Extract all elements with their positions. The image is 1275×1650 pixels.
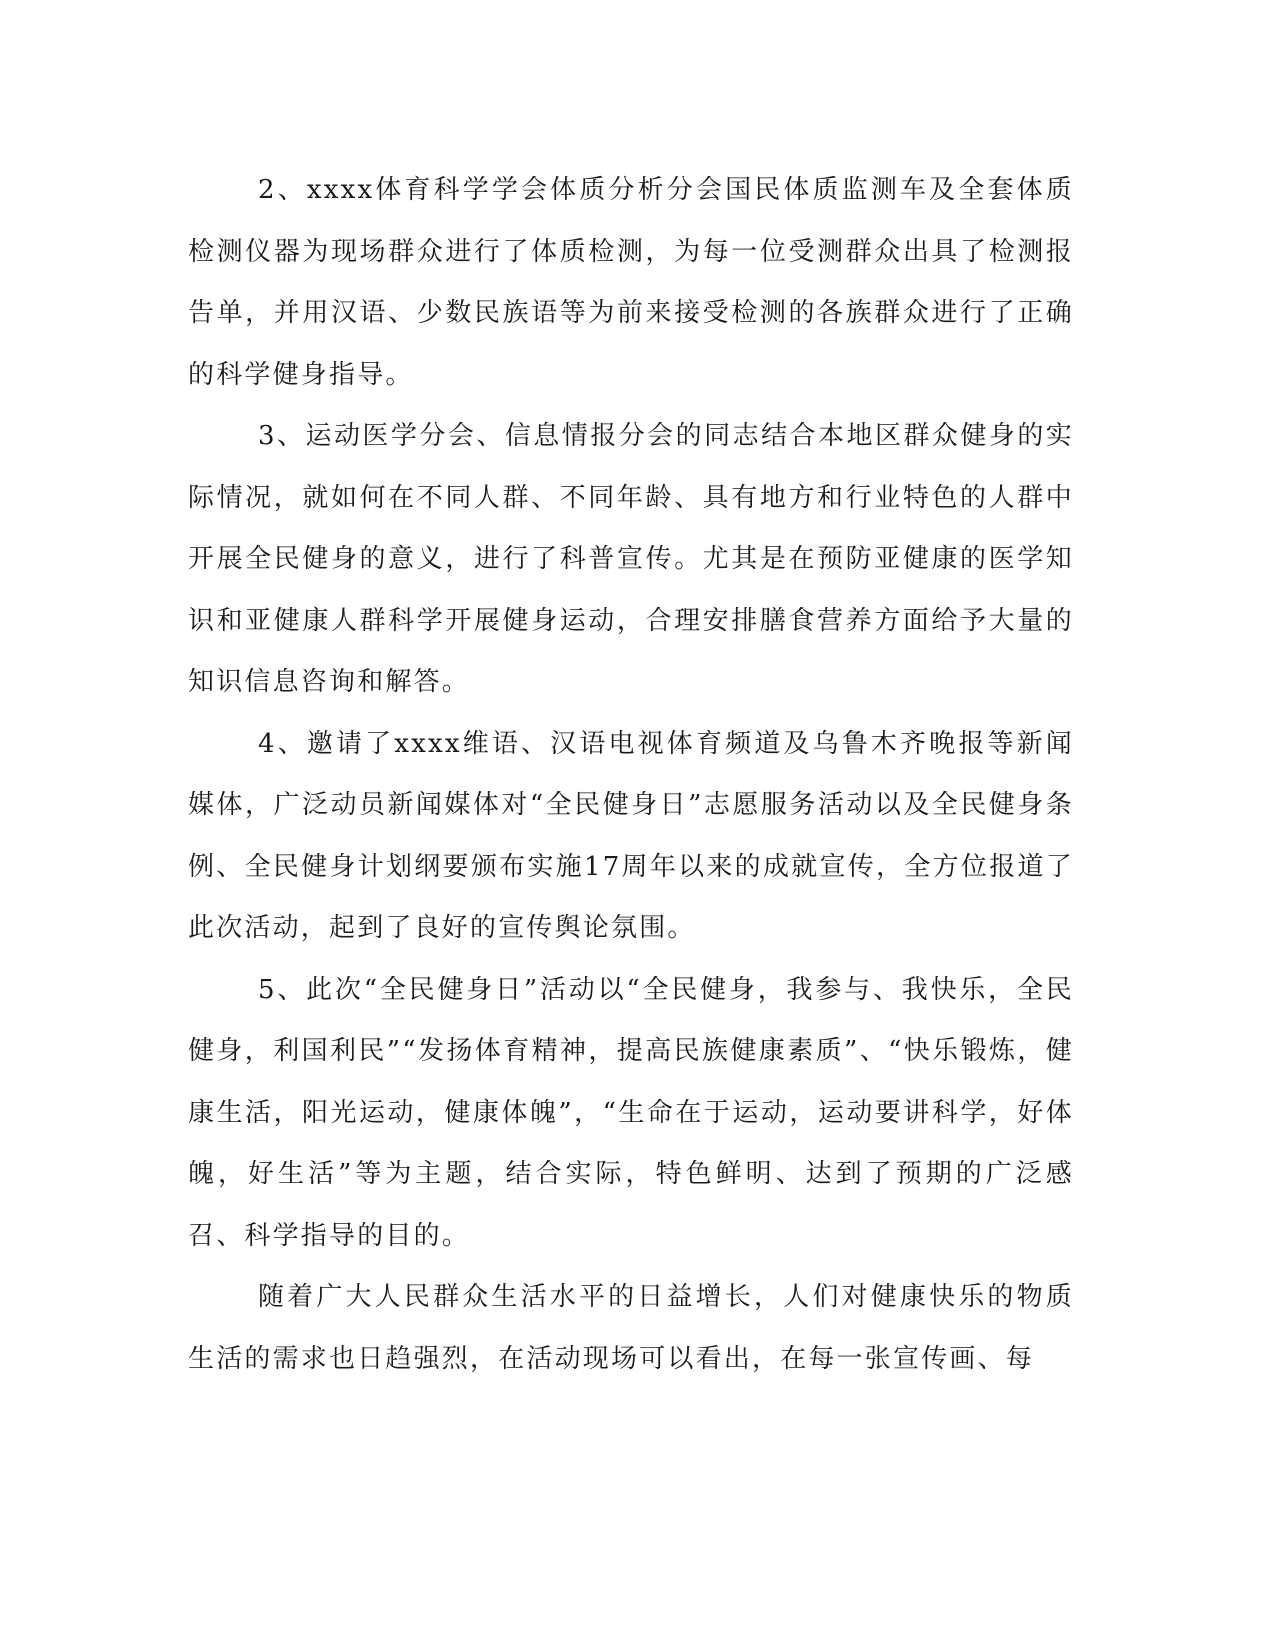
paragraph-item-2: 2、xxxx体育科学学会体质分析分会国民体质监测车及全套体质检测仪器为现场群众进行了体质检测，为每一位受测群众出具了检测报告单，并用汉语、少数民族语等为前来接受检测的各族群众进行了正确的科学健身指导。 xyxy=(188,175,1074,390)
paragraph-item-5: 5、此次“全民健身日”活动以“全民健身，我参与、我快乐，全民健身，利国利民”“发扬体育精神，提高民族健康素质”、“快乐锻炼，健康生活，阳光运动，健康体魄”，“生命在于运动，运动要讲科学，好体魄，好生活”等为主题，结合实际，特色鲜明、达到了预期的广泛感召、科学指导的目的。 xyxy=(188,974,1074,1251)
document-body xyxy=(188,160,1074,1390)
paragraph-item-3: 3、运动医学分会、信息情报分会的同志结合本地区群众健身的实际情况，就如何在不同人群、不同年龄、具有地方和行业特色的人群中开展全民健身的意义，进行了科普宣传。尤其是在预防亚健康的医学知识和亚健康人群科学开展健身运动，合理安排膳食营养方面给予大量的知识信息咨询和解答。 xyxy=(188,421,1074,697)
paragraph-item-4: 4、邀请了xxxx维语、汉语电视体育频道及乌鲁木齐晚报等新闻媒体，广泛动员新闻媒体对“全民健身日”志愿服务活动以及全民健身条例、全民健身计划纲要颁布实施17周年以来的成就宣传，全方位报道了此次活动，起到了良好的宣传舆论氛围。 xyxy=(188,728,1074,943)
paragraph-closing: 随着广大人民群众生活水平的日益增长，人们对健康快乐的物质生活的需求也日趋强烈，在活动现场可以看出，在每一张宣传画、每 xyxy=(188,1282,1074,1374)
